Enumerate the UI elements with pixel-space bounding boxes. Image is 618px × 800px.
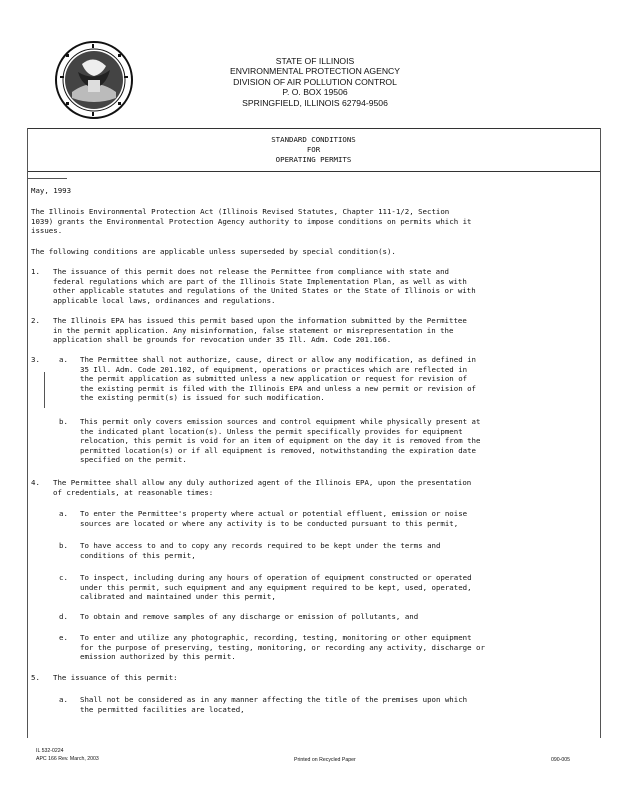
text-line: Shall not be considered as in any manner affecting the title of the premises upon which (80, 695, 468, 704)
text-line: specified on the permit. (80, 455, 187, 465)
form-id: IL 532-0224 (36, 748, 64, 754)
sub-item-letter: c. (59, 573, 68, 582)
footer-form-info (36, 748, 99, 763)
sub-item-letter: a. (59, 509, 68, 518)
text-line: under this permit, such equipment and any equipment required to be kept, used, operated, (80, 582, 472, 592)
condition-3a-text (80, 355, 476, 403)
text-line: of credentials, at reasonable times: (53, 487, 214, 497)
left-margin-rule (27, 128, 28, 738)
text-line: To enter the Permittee's property where actual or potential effluent, emission or noise (80, 509, 468, 518)
sub-item-letter: a. (59, 355, 68, 364)
text-line: applicable local laws, ordinances and regulations. (53, 295, 276, 305)
text-line: the existing permit is filed with the Illinois EPA and unless a new permit or revision of (80, 383, 477, 393)
sub-item-letter: a. (59, 695, 68, 704)
document-date: May, 1993 (31, 186, 72, 195)
intro-paragraph (31, 207, 472, 236)
condition-5a-text (80, 695, 467, 714)
condition-5-text (53, 673, 178, 683)
date-rule (27, 178, 67, 179)
text-line: The Permittee shall not authorize, cause, direct or allow any modification, as defined in (80, 355, 477, 364)
recycled-paper-note: Printed on Recycled Paper (294, 757, 356, 763)
sub-item-letter: e. (59, 633, 68, 642)
title-line-1: STANDARD CONDITIONS (271, 135, 356, 144)
text-line: The issuance of this permit does not release the Permittee from compliance with state and (53, 267, 450, 276)
letterhead-division: DIVISION OF AIR POLLUTION CONTROL (233, 76, 397, 87)
text-line: federal regulations which are part of the Illinois State Implementation Plan, as well as with (53, 276, 467, 286)
intro-line: The Illinois Environmental Protection Act (Illinois Revised Statutes, Chapter 111-1/2, Section (31, 207, 450, 216)
text-line: application shall be grounds for revocation under 35 Ill. Adm. Code 201.166. (53, 335, 392, 345)
condition-number: 4. (31, 478, 40, 487)
letterhead-po-box: P. O. BOX 19506 (282, 87, 348, 98)
condition-number: 2. (31, 316, 40, 325)
text-line: The Illinois EPA has issued this permit based upon the information submitted by the Permittee (53, 316, 467, 325)
condition-2-text (53, 316, 467, 345)
letterhead-state: STATE OF ILLINOIS (275, 56, 355, 66)
text-line: The Permittee shall allow any duly authorized agent of the Illinois EPA, upon the presentation (53, 478, 472, 487)
text-line: To inspect, including during any hours of operation of equipment constructed or operated (80, 573, 472, 582)
intro-line: issues. (31, 226, 63, 236)
text-line: This permit only covers emission sources and control equipment while physically present at (80, 417, 481, 426)
revision-bar (44, 372, 45, 408)
footer-code: 090-005 (551, 757, 571, 763)
condition-number: 5. (31, 673, 40, 682)
text-line: emission authorized by this permit. (80, 652, 236, 662)
condition-4b-text (80, 541, 440, 560)
text-line: To have access to and to copy any records required to be kept under the terms and (80, 541, 441, 550)
condition-number: 3. (31, 355, 40, 364)
title-line-2: FOR (306, 145, 321, 154)
condition-4c-text (80, 573, 472, 602)
right-margin-rule (600, 128, 601, 738)
text-line: To obtain and remove samples of any discharge or emission of pollutants, and (80, 612, 419, 621)
text-line: The issuance of this permit: (53, 673, 178, 682)
condition-3b-text (80, 417, 480, 465)
text-line: 35 Ill. Adm. Code 201.102, of equipment, operations or practices which are reflected in (80, 364, 468, 374)
condition-4-text (53, 478, 471, 497)
text-line: the permit application as submitted unless a new application or request for revision of (80, 374, 468, 384)
condition-4d-text (80, 612, 418, 622)
condition-1-text (53, 267, 476, 305)
document-title (27, 128, 600, 172)
text-line: To enter and utilize any photographic, recording, testing, monitoring or other equipment (80, 633, 472, 642)
text-line: the indicated plant location(s). Unless the permit specifically provides for equipment (80, 426, 463, 436)
title-line-3: OPERATING PERMITS (275, 155, 352, 164)
sub-item-letter: d. (59, 612, 68, 621)
text-line: the existing permit(s) is issued for such modification. (80, 393, 325, 403)
form-revision: APC 166 Rev. March, 2003 (36, 755, 99, 762)
text-line: other applicable statutes and regulations of the United States or the State of Illinois or with (53, 286, 476, 296)
sub-item-letter: b. (59, 541, 68, 550)
sub-item-letter: b. (59, 417, 68, 426)
lead-in-text: The following conditions are applicable unless superseded by special condition(s). (31, 247, 396, 256)
condition-4e-text (80, 633, 485, 662)
text-line: for the purpose of preserving, testing, monitoring, or recording any activity, discharge or (80, 642, 485, 652)
illinois-state-seal (54, 40, 134, 120)
condition-number: 1. (31, 267, 40, 276)
text-line: sources are located or where any activity is to be conducted pursuant to this permit, (80, 518, 459, 528)
letterhead (200, 56, 430, 108)
condition-4a-text (80, 509, 467, 528)
letterhead-agency: ENVIRONMENTAL PROTECTION AGENCY (230, 66, 400, 77)
text-line: calibrated and maintained under this permit, (80, 592, 276, 602)
text-line: permitted location(s) or if all equipment is removed, notwithstanding the expiration date (80, 445, 477, 455)
text-line: relocation, this permit is void for an item of equipment on the day it is removed from the (80, 436, 481, 446)
letterhead-city: SPRINGFIELD, ILLINOIS 62794-9506 (242, 97, 388, 108)
text-line: conditions of this permit, (80, 550, 196, 560)
text-line: in the permit application. Any misinformation, false statement or misrepresentation in the (53, 325, 454, 335)
intro-line: 1039) grants the Environmental Protection Agency authority to impose conditions on permits which it (31, 216, 472, 226)
text-line: the permitted facilities are located, (80, 704, 245, 714)
